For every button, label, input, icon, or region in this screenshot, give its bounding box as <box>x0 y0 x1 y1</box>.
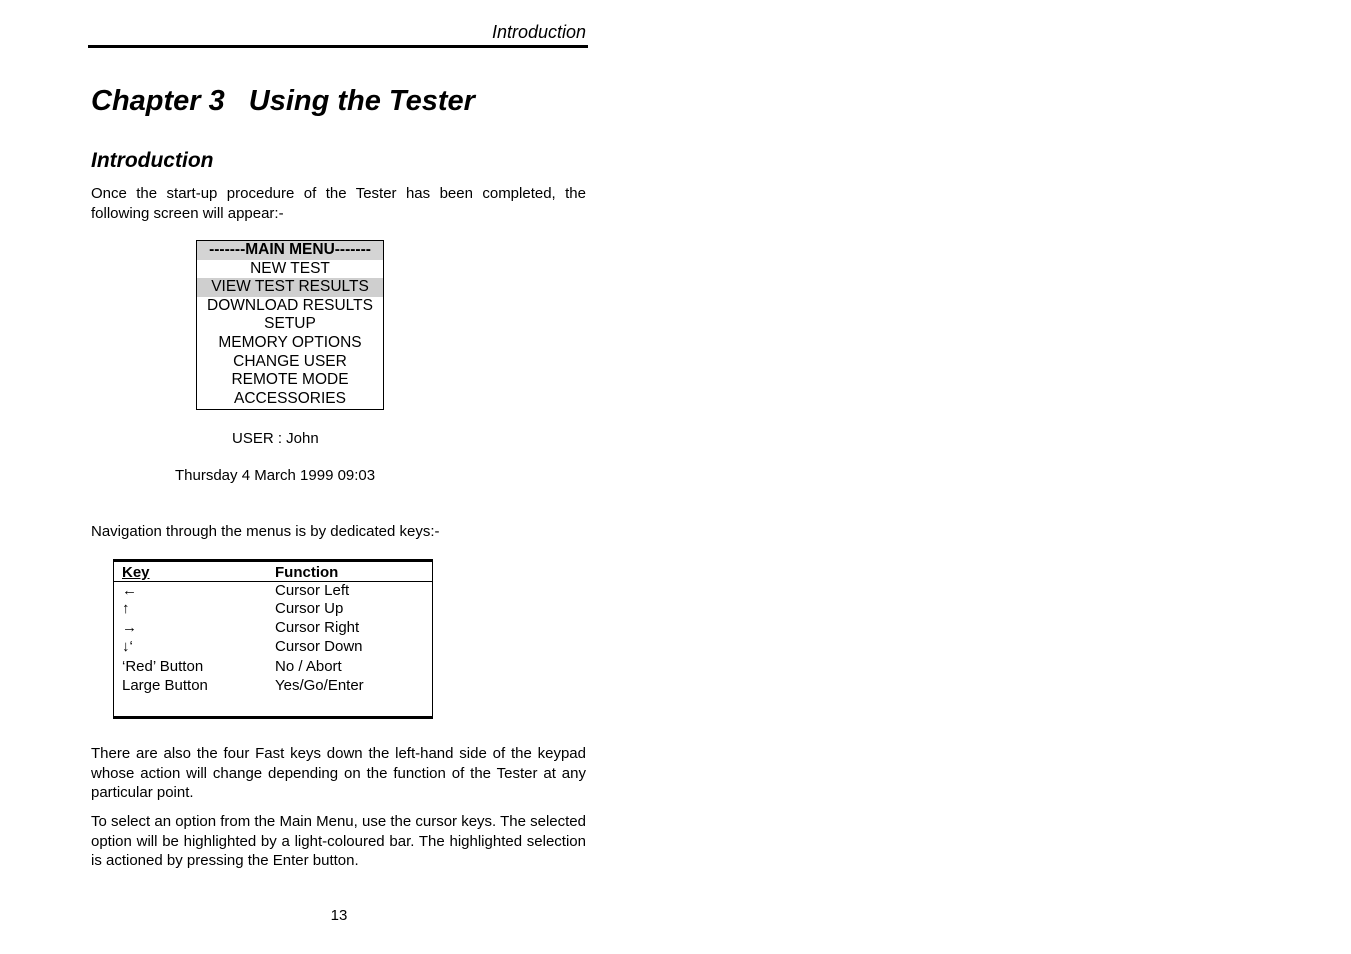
menu-item-new-test: NEW TEST <box>250 259 330 277</box>
intro-paragraph: Once the start-up procedure of the Tester has been completed, the following screen will appear:- <box>91 185 586 222</box>
page-number: 13 <box>330 907 348 924</box>
menu-item-setup: SETUP <box>264 315 316 333</box>
function-cell: Cursor Down <box>275 638 363 655</box>
menu-item-download-results: DOWNLOAD RESULTS <box>207 296 373 314</box>
left-arrow-icon: ← <box>122 582 137 599</box>
menu-item-view-test-results: VIEW TEST RESULTS <box>197 278 383 297</box>
table-header <box>114 562 432 582</box>
fast-keys-paragraph: There are also the four Fast keys down the left-hand side of the keypad whose action will change depending on the function of the Tester at any particular point. <box>91 745 586 801</box>
table-row <box>114 618 432 637</box>
function-cell: Yes/Go/Enter <box>275 677 364 694</box>
right-arrow-icon: → <box>122 619 137 636</box>
main-menu-header: -------MAIN MENU------- <box>197 241 383 260</box>
function-column-header: Function <box>275 564 339 581</box>
menu-item-memory-options: MEMORY OPTIONS <box>218 333 362 351</box>
down-arrow-icon: ↓‘ <box>122 638 133 655</box>
main-menu-screen <box>196 240 384 410</box>
key-cell: Large Button <box>122 677 208 694</box>
function-cell: Cursor Right <box>275 619 360 636</box>
datetime-line: Thursday 4 March 1999 09:03 <box>175 467 376 484</box>
chapter-title <box>91 85 475 118</box>
user-line: USER : John <box>232 430 319 447</box>
menu-item-change-user: CHANGE USER <box>233 352 347 370</box>
table-row <box>114 637 432 656</box>
chapter-name: Using the Tester <box>248 85 475 117</box>
table-row <box>114 599 432 618</box>
function-cell: Cursor Up <box>275 600 344 617</box>
navigation-paragraph: Navigation through the menus is by dedicated keys:- <box>91 523 440 540</box>
key-cell: ‘Red’ Button <box>122 658 204 675</box>
key-function-table <box>113 559 433 719</box>
running-header: Introduction <box>491 22 586 42</box>
table-row <box>114 581 432 600</box>
header-rule <box>88 45 588 48</box>
menu-item-accessories: ACCESSORIES <box>234 389 346 407</box>
function-cell: Cursor Left <box>275 582 350 599</box>
key-column-header: Key <box>122 564 150 581</box>
function-cell: No / Abort <box>275 658 342 675</box>
chapter-number: Chapter 3 <box>91 85 225 117</box>
table-row <box>114 657 432 676</box>
table-row <box>114 676 432 695</box>
menu-item-remote-mode: REMOTE MODE <box>231 371 349 389</box>
up-arrow-icon: ↑ <box>122 600 130 617</box>
select-paragraph: To select an option from the Main Menu, use the cursor keys. The selected option will be highlighted by a light-coloured bar. The highlighted selection is actioned by pressing the Enter button. <box>91 813 586 869</box>
section-title: Introduction <box>91 149 214 172</box>
